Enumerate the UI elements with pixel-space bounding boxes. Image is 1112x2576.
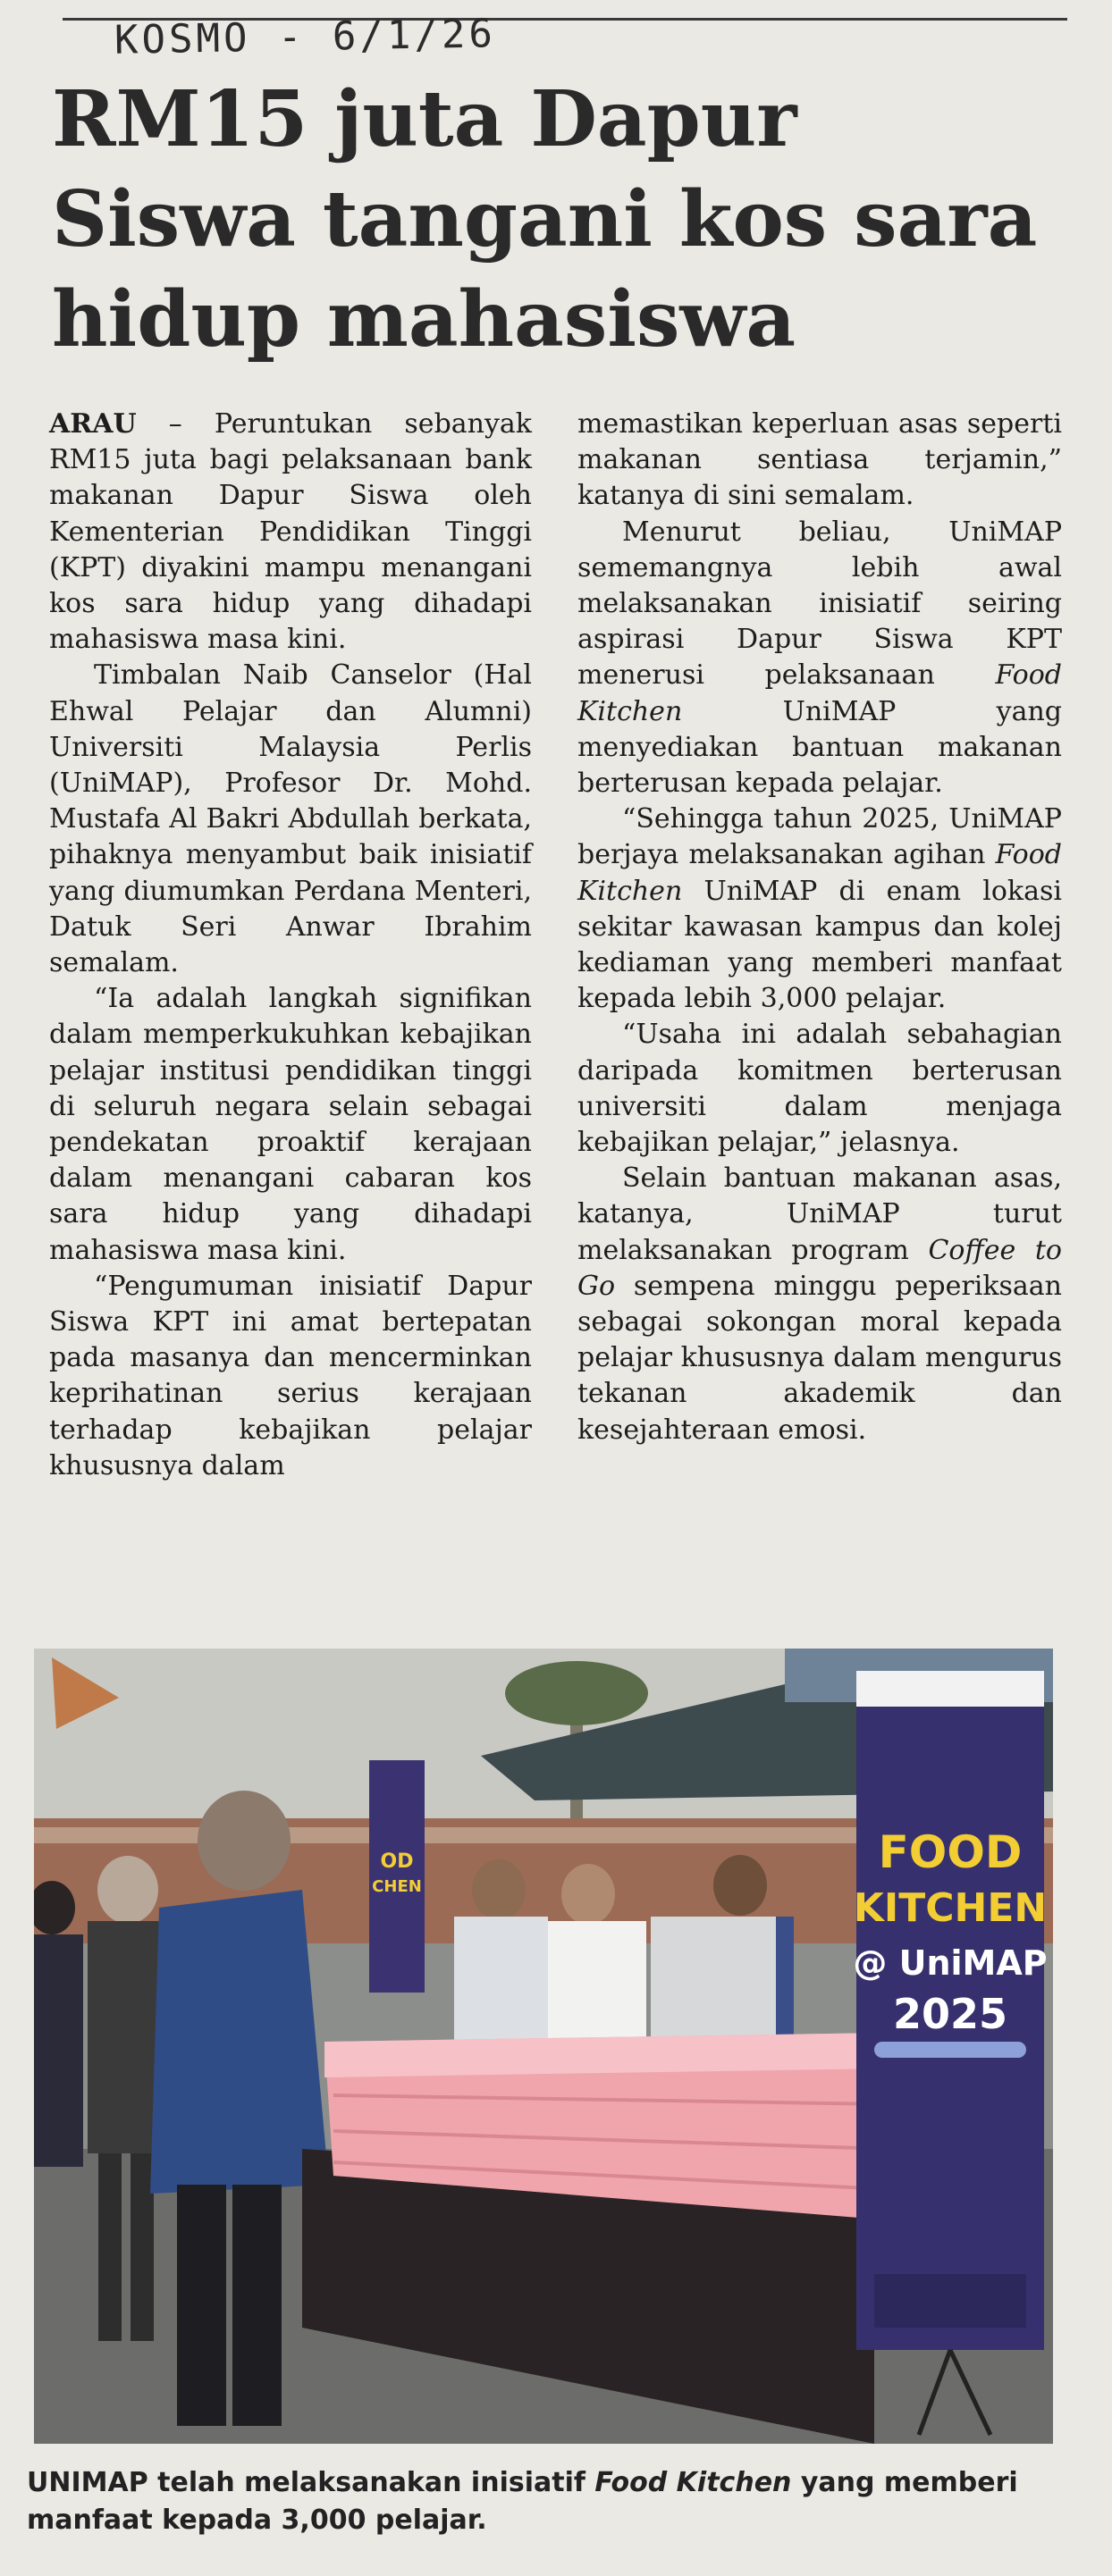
woman-leg [232,2185,282,2426]
palm-fronds [505,1661,648,1725]
text-run: Selain bantuan makanan asas, katanya, UniMAP turut melaksanakan program [577,1162,1062,1266]
italic-term: Food Kitchen [577,839,1062,907]
text-run: “Sehingga tahun 2025, UniMAP berjaya melaksanakan agihan [577,803,1062,871]
man-head [472,1859,526,1920]
paragraph: “Pengumuman inisiatif Dapur Siswa KPT ini amat bertepatan pada masanya dan mencerminkan keprihatinan serius kerajaan terhadap kebajikan pelajar khususnya dalam [49,1270,532,1481]
person-body [34,1934,83,2167]
banner-header [856,1671,1044,1707]
small-banner-line-1: OD [380,1850,414,1873]
caption-text: UNIMAP telah melaksanakan inisiatif [27,2467,595,2498]
article-column-left [49,407,532,1484]
paragraph-continued: memastikan keperluan asas seperti makanan sentiasa terjamin,” katanya di sini semalam. [577,408,1062,512]
dateline: ARAU [49,408,137,440]
lead-text: – Peruntukan sebanyak RM15 juta bagi pelaksanaan bank makanan Dapur Siswa oleh Kementerian Pendidikan Tinggi (KPT) diyakini mampu menangani kos sara hidup yang dihadapi mahasiswa masa kini. [49,408,532,656]
italic-term: Coffee to Go [577,1234,1062,1302]
person-legs [131,2153,154,2341]
paragraph [577,801,1062,1017]
text-run: UniMAP di enam lokasi sekitar kawasan kampus dan kolej kediaman yang memberi manfaat kepada lebih 3,000 pelajar. [577,875,1062,1015]
caption-italic-term: Food Kitchen [594,2467,792,2498]
italic-term: Food Kitchen [577,659,1062,727]
man-shirt [454,1917,548,2060]
woman-hijab [198,1791,291,1891]
paragraph: “Ia adalah langkah signifikan dalam memperkukuhkan kebajikan pelajar institusi pendidikan tinggi di seluruh negara selain sebagai pendekatan proaktif kerajaan dalam menangani cabaran kos sara hidup yang dihadapi mahasiswa masa kini. [49,983,532,1266]
news-photo [34,1649,1053,2444]
woman-jacket [150,1890,329,2194]
banner-line-2: KITCHEN [853,1885,1048,1931]
small-banner-line-2: CHEN [372,1877,422,1896]
text-run: sempena minggu peperiksaan sebagai sokongan moral kepada pelajar khususnya dalam mengurus tekanan akademik dan kesejahteraan emosi. [577,1270,1062,1446]
text-run: UniMAP yang menyediakan bantuan makanan berterusan kepada pelajar. [577,695,1062,800]
handwritten-source-note: KOSMO - 6/1/26 [114,11,497,63]
banner-line-4: 2025 [892,1990,1008,2038]
paragraph [577,515,1062,802]
man-head [713,1855,767,1916]
woman-leg [177,2185,226,2426]
banner-line-3: @ UniMAP [853,1943,1048,1983]
paragraph: “Usaha ini adalah sebahagian daripada komitmen berterusan universiti dalam menjaga kebajikan pelajar,” jelasnya. [577,1019,1062,1159]
paragraph [577,1161,1062,1448]
paragraph-lead [49,407,532,658]
caption-text: yang memberi manfaat kepada 3,000 pelajar. [27,2467,1018,2536]
person-hijab [97,1856,158,1924]
text-run: Menurut beliau, UniMAP sememangnya lebih awal melaksanakan inisiatif seiring aspirasi Dapur Siswa KPT menerusi pelaksanaan [577,516,1062,692]
person-legs [98,2153,122,2341]
banner-line-1: FOOD [878,1826,1023,1878]
article-column-right [577,407,1062,1448]
banner-pill [874,2042,1026,2058]
man-head [561,1864,615,1925]
photo-caption [27,2464,1064,2539]
article-headline: RM15 juta Dapur Siswa tangani kos sara hidup mahasiswa [52,74,1038,365]
small-banner [369,1760,425,1993]
banner-footer [874,2274,1026,2328]
photo-illustration [34,1649,1053,2444]
paragraph: Timbalan Naib Canselor (Hal Ehwal Pelajar dan Alumni) Universiti Malaysia Perlis (UniMAP), Profesor Dr. Mohd. Mustafa Al Bakri Abdullah berkata, pihaknya menyambut baik inisiatif yang diumumkan Perdana Menteri, Datuk Seri Anwar Ibrahim semalam. [49,659,532,979]
